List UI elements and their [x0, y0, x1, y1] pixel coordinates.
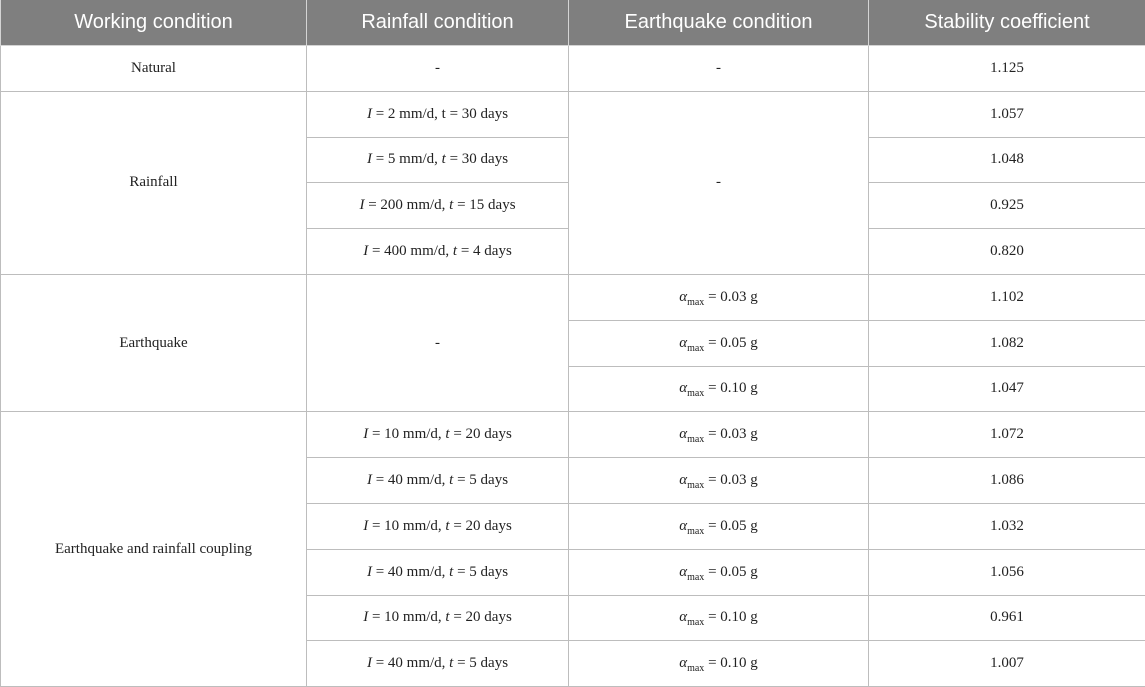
header-row: [1, 0, 1145, 46]
table-row: [1, 46, 1145, 92]
earthquake-cell: -: [569, 91, 869, 274]
stability-cell: 1.102: [869, 274, 1145, 320]
earthquake-cell: $\alpha_{max} = 0.05$ g: [569, 320, 869, 366]
header-working-condition: Working condition: [1, 0, 307, 46]
stability-cell: 1.057: [869, 91, 1145, 137]
header-rainfall-condition: Rainfall condition: [307, 0, 569, 46]
rainfall-cell: I = 2 mm/d, t = 30 days: [307, 91, 569, 137]
stability-cell: 1.056: [869, 549, 1145, 595]
earthquake-cell: $\alpha_{max} = 0.03$ g: [569, 274, 869, 320]
earthquake-cell: -: [569, 46, 869, 92]
stability-cell: 0.925: [869, 183, 1145, 229]
earthquake-cell: $\alpha_{max} = 0.03$ g: [569, 458, 869, 504]
rainfall-cell: -: [307, 274, 569, 411]
working-condition-cell: Earthquake: [1, 274, 307, 411]
earthquake-cell: $\alpha_{max} = 0.10$ g: [569, 641, 869, 687]
earthquake-cell: $\alpha_{max} = 0.10$ g: [569, 595, 869, 641]
earthquake-cell: $\alpha_{max} = 0.03$ g: [569, 412, 869, 458]
header-stability-coefficient: Stability coefficient: [869, 0, 1145, 46]
stability-cell: 1.048: [869, 137, 1145, 183]
stability-cell: 1.007: [869, 641, 1145, 687]
rainfall-cell: I = 40 mm/d, t = 5 days: [307, 549, 569, 595]
earthquake-cell: $\alpha_{max} = 0.05$ g: [569, 549, 869, 595]
table-row: [1, 91, 1145, 137]
stability-cell: 1.125: [869, 46, 1145, 92]
rainfall-cell: I = 10 mm/d, t = 20 days: [307, 595, 569, 641]
rainfall-cell: -: [307, 46, 569, 92]
rainfall-cell: I = 5 mm/d, t = 30 days: [307, 137, 569, 183]
table-row: [1, 412, 1145, 458]
working-condition-cell: Natural: [1, 46, 307, 92]
working-condition-cell: Rainfall: [1, 91, 307, 274]
rainfall-cell: I = 40 mm/d, t = 5 days: [307, 458, 569, 504]
rainfall-cell: I = 10 mm/d, t = 20 days: [307, 412, 569, 458]
working-condition-cell: Earthquake and rainfall coupling: [1, 412, 307, 687]
rainfall-cell: I = 400 mm/d, t = 4 days: [307, 229, 569, 275]
stability-cell: 1.082: [869, 320, 1145, 366]
rainfall-cell: I = 10 mm/d, t = 20 days: [307, 503, 569, 549]
stability-cell: 0.961: [869, 595, 1145, 641]
stability-cell: 1.032: [869, 503, 1145, 549]
stability-cell: 1.047: [869, 366, 1145, 412]
header-earthquake-condition: Earthquake condition: [569, 0, 869, 46]
earthquake-cell: $\alpha_{max} = 0.05$ g: [569, 503, 869, 549]
stability-cell: 1.072: [869, 412, 1145, 458]
stability-cell: 1.086: [869, 458, 1145, 504]
earthquake-cell: $\alpha_{max} = 0.10$ g: [569, 366, 869, 412]
rainfall-cell: I = 200 mm/d, t = 15 days: [307, 183, 569, 229]
rainfall-cell: I = 40 mm/d, t = 5 days: [307, 641, 569, 687]
table-row: [1, 274, 1145, 320]
stability-cell: 0.820: [869, 229, 1145, 275]
